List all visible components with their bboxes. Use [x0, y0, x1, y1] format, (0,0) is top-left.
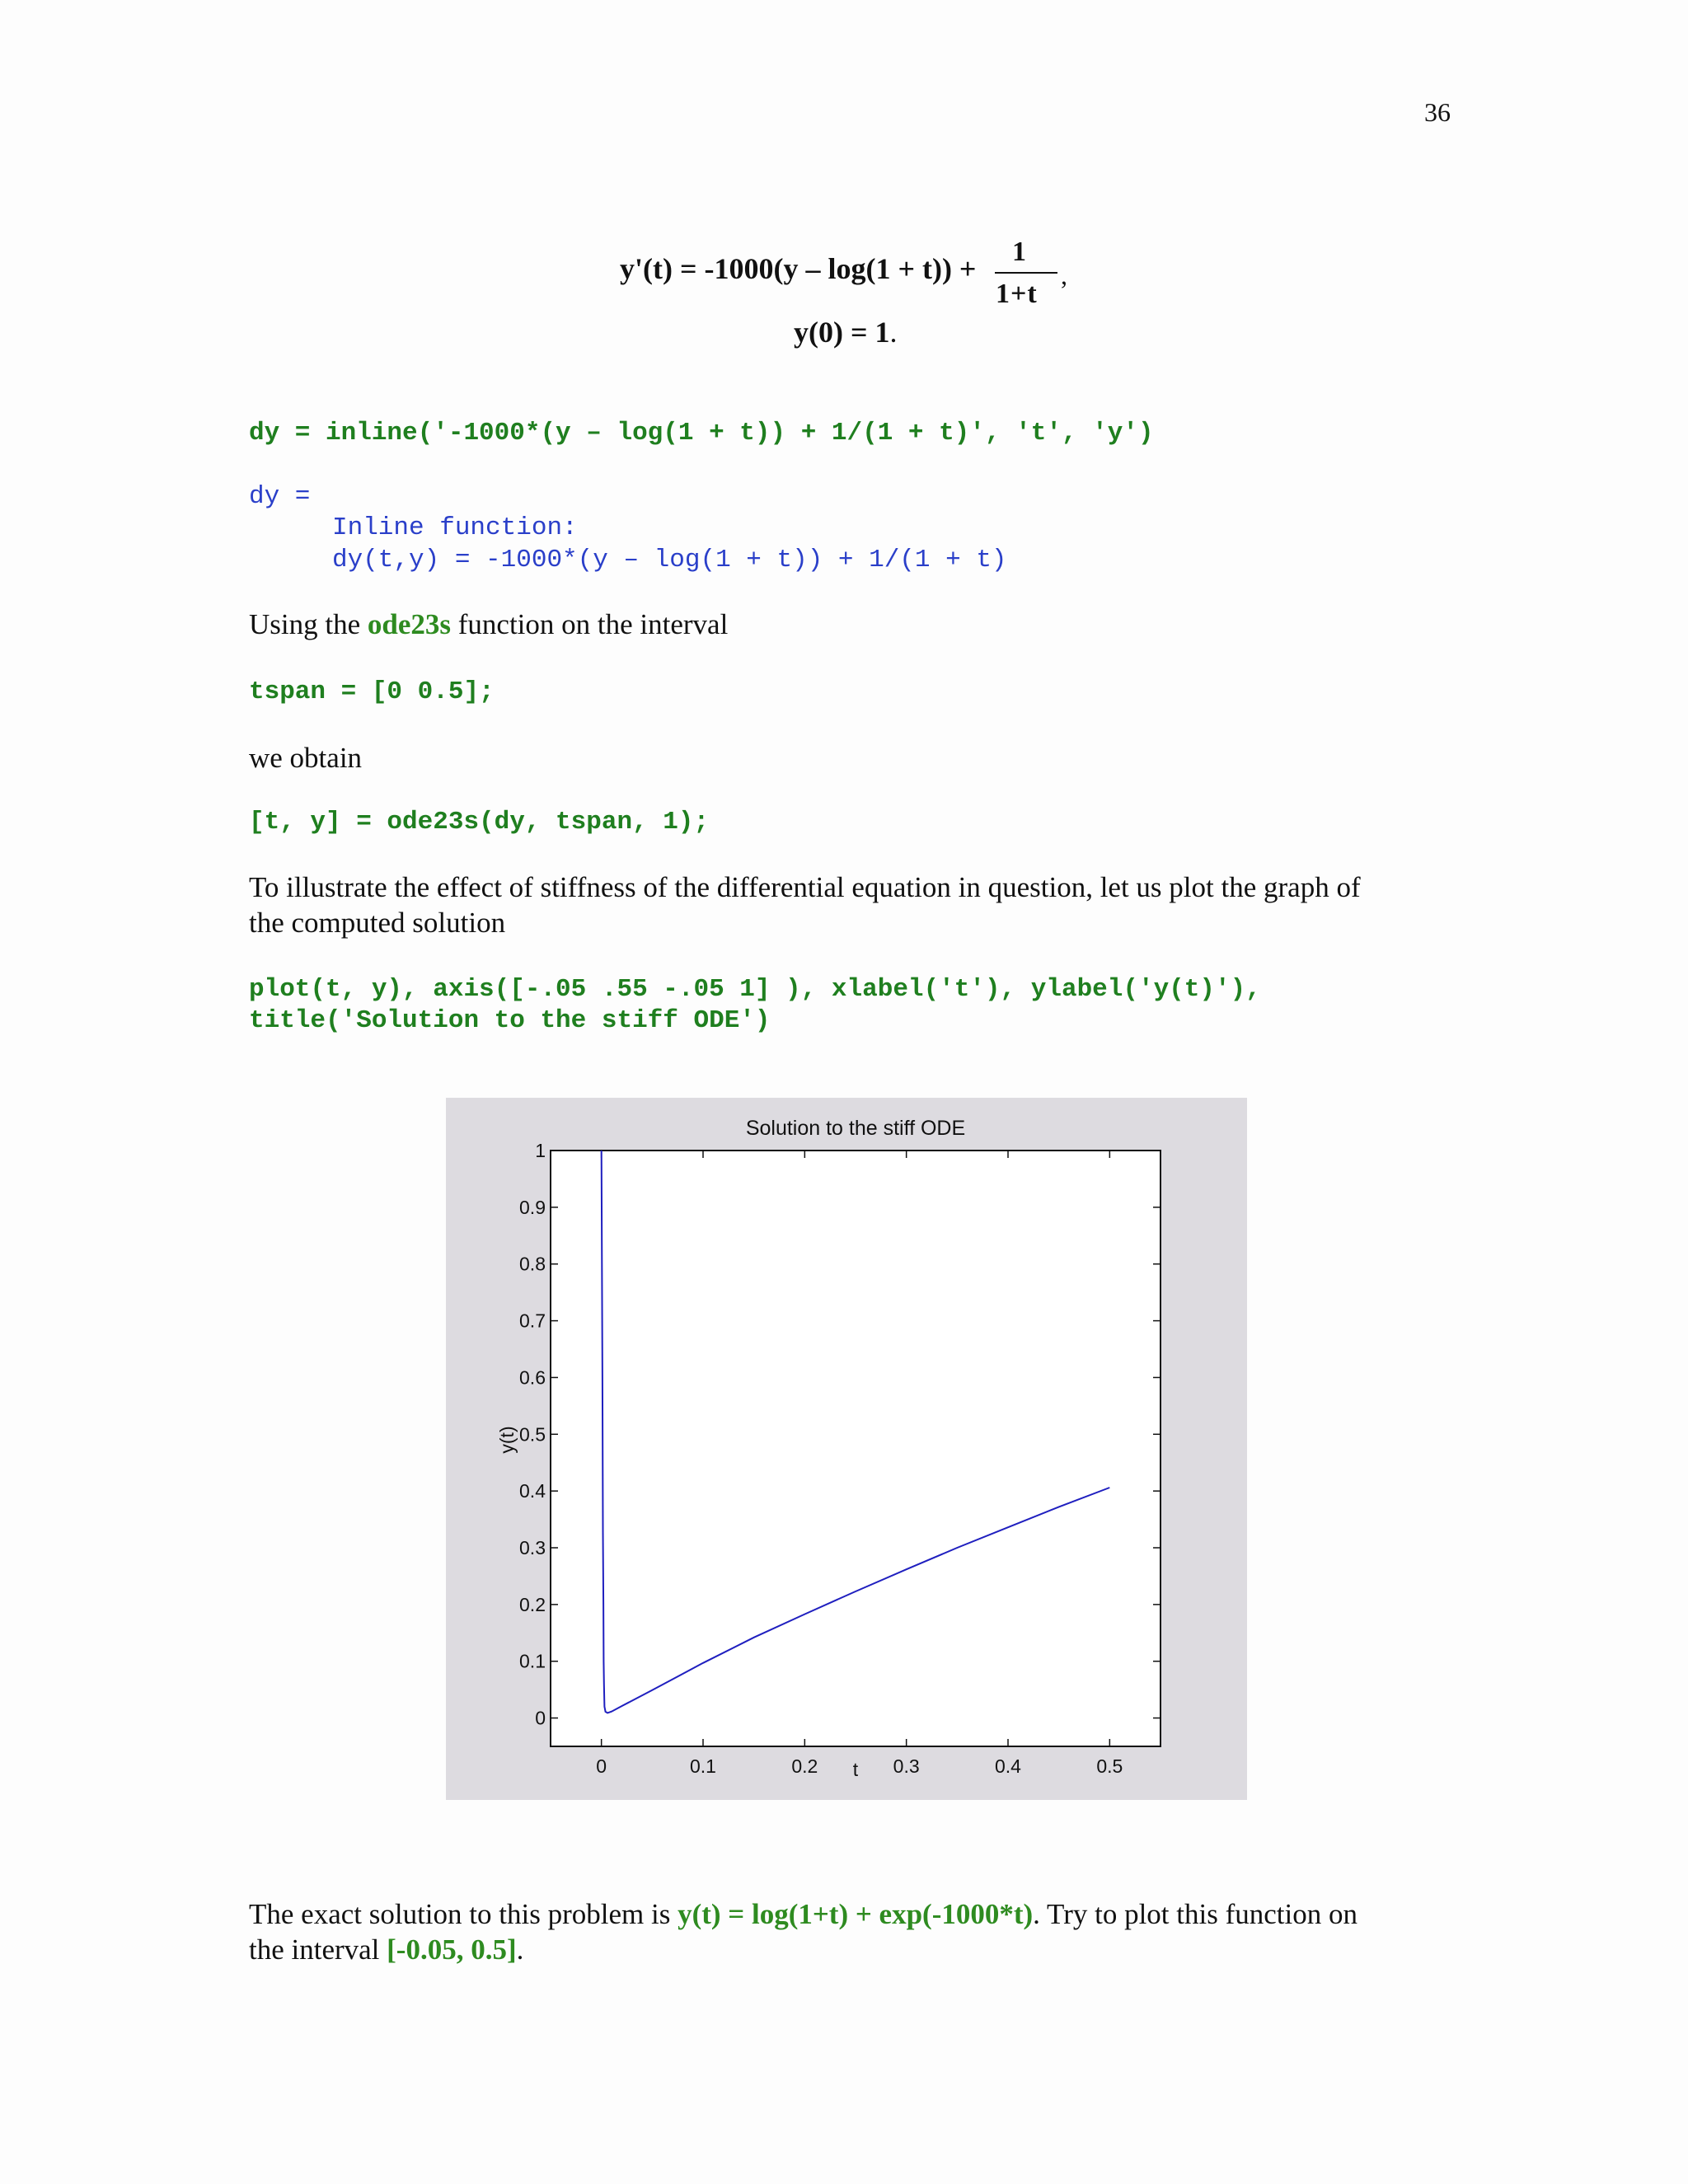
paragraph-we-obtain: we obtain: [249, 742, 363, 774]
code-plot-line1: plot(t, y), axis([-.05 .55 -.05 1] ), xlabel('t'), ylabel('y(t)'),: [249, 975, 1261, 1004]
chart-title: Solution to the stiff ODE: [745, 1117, 966, 1140]
code-ode23s-call: [t, y] = ode23s(dy, tspan, 1);: [249, 808, 710, 837]
y-tick-label: 1: [535, 1140, 546, 1161]
output-function-body: dy(t,y) = -1000*(y – log(1 + t)) + 1/(1 + t): [332, 546, 1007, 574]
output-inline-function: Inline function:: [332, 513, 578, 542]
x-tick-label: 0.1: [690, 1755, 716, 1777]
x-tick-label: 0: [596, 1755, 607, 1777]
equation-lhs: y'(t) = -1000(y – log(1 + t)) +: [620, 252, 977, 285]
code-tspan: tspan = [0 0.5];: [249, 677, 495, 706]
code-plot-line2: title('Solution to the stiff ODE'): [249, 1006, 771, 1035]
equation-initial-condition: y(0) = 1.: [794, 316, 898, 349]
equation-fraction-bar: [995, 272, 1057, 274]
x-tick-label: 0.5: [1096, 1755, 1123, 1777]
equation-fraction-numerator: 1: [1012, 237, 1026, 267]
y-tick-label: 0: [535, 1707, 546, 1729]
x-tick-label: 0.4: [995, 1755, 1021, 1777]
y-tick-label: 0.7: [519, 1310, 546, 1332]
solution-chart: [446, 1098, 1247, 1800]
y-tick-label: 0.1: [519, 1650, 546, 1672]
paragraph-stiffness-line2: the computed solution: [249, 907, 506, 939]
x-axis-label: t: [852, 1759, 859, 1780]
x-tick-label: 0.2: [791, 1755, 818, 1777]
y-tick-label: 0.4: [519, 1480, 546, 1502]
plot-area: [551, 1151, 1160, 1746]
y-tick-label: 0.2: [519, 1593, 546, 1615]
page-number: 36: [1424, 97, 1451, 127]
code-inline-definition: dy = inline('-1000*(y – log(1 + t)) + 1/(1 + t)', 't', 'y'): [249, 419, 1154, 448]
equation-comma: ,: [1061, 260, 1067, 290]
plot-figure: [446, 1098, 1247, 1800]
paragraph-exact-solution-line1: The exact solution to this problem is y(t) = log(1+t) + exp(-1000*t). Try to plot this function on: [249, 1898, 1357, 1930]
paragraph-ode23s: Using the ode23s function on the interval: [249, 608, 729, 640]
y-tick-label: 0.9: [519, 1196, 546, 1218]
y-tick-label: 0.8: [519, 1253, 546, 1275]
y-tick-label: 0.6: [519, 1366, 546, 1389]
y-axis-label: y(t): [496, 1426, 518, 1454]
paragraph-stiffness-line1: To illustrate the effect of stiffness of the differential equation in question, let us plot the graph of: [249, 871, 1361, 903]
x-tick-label: 0.3: [893, 1755, 920, 1777]
output-dy-label: dy =: [249, 482, 311, 511]
y-tick-label: 0.3: [519, 1537, 546, 1558]
y-tick-label: 0.5: [519, 1423, 546, 1446]
equation-fraction-denominator: 1+t: [996, 279, 1038, 309]
paragraph-exact-solution-line2: the interval [-0.05, 0.5].: [249, 1933, 524, 1966]
